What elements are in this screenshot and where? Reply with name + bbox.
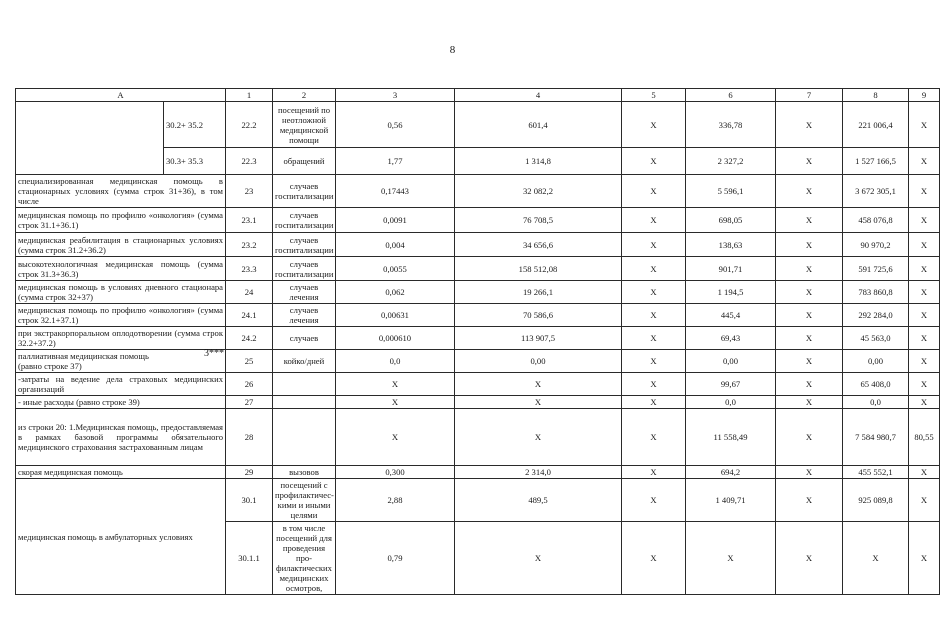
header-col-6: 6 <box>686 89 776 102</box>
tariff-table <box>15 88 940 595</box>
cell-col-3: 0,17443 <box>336 175 455 208</box>
row-unit: случаев лечения <box>273 304 336 327</box>
row-unit: посещений с профилактичес-кими и иными целями <box>273 479 336 522</box>
footnote-mark: 3*** <box>204 348 224 359</box>
cell-col-4: 70 586,6 <box>455 304 622 327</box>
header-col-7: 7 <box>776 89 843 102</box>
cell-col-3: 0,0 <box>336 350 455 373</box>
cell-col-6: 698,05 <box>686 208 776 233</box>
cell-col-6: 99,67 <box>686 373 776 396</box>
header-col-8: 8 <box>843 89 909 102</box>
row-unit: случаев госпитализации <box>273 257 336 281</box>
cell-col-4: 158 512,08 <box>455 257 622 281</box>
row-unit: случаев госпитализации <box>273 175 336 208</box>
cell-col-8: 292 284,0 <box>843 304 909 327</box>
row-label: медицинская помощь по профилю «онкология» (сумма строк 32.1+37.1) <box>16 304 226 327</box>
cell-col-8: X <box>843 522 909 595</box>
row-code: 24.2 <box>226 327 273 350</box>
row-unit: вызовов <box>273 466 336 479</box>
row-subcode: 30.2+ 35.2 <box>164 102 226 148</box>
cell-col-6: 1 409,71 <box>686 479 776 522</box>
header-col-a: A <box>16 89 226 102</box>
cell-col-8: 1 527 166,5 <box>843 148 909 175</box>
cell-col-3: 0,00631 <box>336 304 455 327</box>
cell-col-7: X <box>776 409 843 466</box>
row-code: 22.3 <box>226 148 273 175</box>
cell-col-9: X <box>909 350 940 373</box>
row-unit: случаев госпитализации <box>273 233 336 257</box>
row-label-note: (равно строке 37) <box>18 361 82 371</box>
cell-col-7: X <box>776 257 843 281</box>
row-code: 27 <box>226 396 273 409</box>
row-unit: посещений по неотложной медицинской помощи <box>273 102 336 148</box>
cell-col-9: X <box>909 233 940 257</box>
header-row <box>16 89 940 102</box>
cell-col-7: X <box>776 148 843 175</box>
cell-col-4: 34 656,6 <box>455 233 622 257</box>
cell-col-5: X <box>622 327 686 350</box>
cell-col-9: X <box>909 175 940 208</box>
header-col-5: 5 <box>622 89 686 102</box>
cell-col-9: X <box>909 373 940 396</box>
cell-col-5: X <box>622 479 686 522</box>
row-code: 24.1 <box>226 304 273 327</box>
cell-col-8: 458 076,8 <box>843 208 909 233</box>
cell-col-6: 2 327,2 <box>686 148 776 175</box>
row-label: из строки 20: 1.Медицинская помощь, предоставляемая в рамках базовой программы обязательного медицинского страхования застрахованным лицам <box>16 409 226 466</box>
table-row <box>16 373 940 396</box>
table-row <box>16 409 940 466</box>
cell-col-7: X <box>776 350 843 373</box>
cell-col-9: X <box>909 479 940 522</box>
cell-col-8: 0,0 <box>843 396 909 409</box>
row-code: 26 <box>226 373 273 396</box>
row-label: медицинская реабилитация в стационарных условиях (сумма строк 31.2+36.2) <box>16 233 226 257</box>
row-unit: обращений <box>273 148 336 175</box>
table-row <box>16 257 940 281</box>
cell-col-3: X <box>336 373 455 396</box>
cell-col-8: 455 552,1 <box>843 466 909 479</box>
empty-cell <box>16 102 164 175</box>
cell-col-4: 2 314,0 <box>455 466 622 479</box>
cell-col-4: 32 082,2 <box>455 175 622 208</box>
cell-col-4: 19 266,1 <box>455 281 622 304</box>
row-unit: случаев госпитализации <box>273 208 336 233</box>
cell-col-9: X <box>909 396 940 409</box>
cell-col-9: X <box>909 102 940 148</box>
cell-col-6: 138,63 <box>686 233 776 257</box>
cell-col-7: X <box>776 479 843 522</box>
cell-col-4: 76 708,5 <box>455 208 622 233</box>
cell-col-3: 0,300 <box>336 466 455 479</box>
cell-col-9: X <box>909 304 940 327</box>
table-row <box>16 466 940 479</box>
cell-col-5: X <box>622 373 686 396</box>
cell-col-5: X <box>622 522 686 595</box>
cell-col-3: 0,79 <box>336 522 455 595</box>
row-code: 23.2 <box>226 233 273 257</box>
row-unit <box>273 396 336 409</box>
cell-col-7: X <box>776 327 843 350</box>
cell-col-6: 1 194,5 <box>686 281 776 304</box>
cell-col-5: X <box>622 257 686 281</box>
cell-col-3: 0,0091 <box>336 208 455 233</box>
cell-col-6: 445,4 <box>686 304 776 327</box>
cell-col-9: X <box>909 148 940 175</box>
table-row <box>16 233 940 257</box>
cell-col-7: X <box>776 102 843 148</box>
row-code: 23.3 <box>226 257 273 281</box>
cell-col-8: 925 089,8 <box>843 479 909 522</box>
cell-col-6: 336,78 <box>686 102 776 148</box>
table-row <box>16 175 940 208</box>
cell-col-7: X <box>776 373 843 396</box>
row-code: 30.1 <box>226 479 273 522</box>
cell-col-9: X <box>909 327 940 350</box>
cell-col-5: X <box>622 304 686 327</box>
cell-col-5: X <box>622 350 686 373</box>
header-col-2: 2 <box>273 89 336 102</box>
cell-col-3: 1,77 <box>336 148 455 175</box>
row-label: скорая медицинская помощь <box>16 466 226 479</box>
cell-col-6: 694,2 <box>686 466 776 479</box>
row-label: специализированная медицинская помощь в стационарных условиях (сумма строк 31+36), в том числе <box>16 175 226 208</box>
cell-col-7: X <box>776 281 843 304</box>
row-unit: случаев лечения <box>273 281 336 304</box>
table-row <box>16 479 940 522</box>
row-unit <box>273 373 336 396</box>
page-number: 8 <box>449 44 456 56</box>
row-label: высокотехнологичная медицинская помощь (сумма строк 31.3+36.3) <box>16 257 226 281</box>
cell-col-5: X <box>622 148 686 175</box>
cell-col-4: 601,4 <box>455 102 622 148</box>
cell-col-5: X <box>622 175 686 208</box>
cell-col-8: 45 563,0 <box>843 327 909 350</box>
cell-col-3: 2,88 <box>336 479 455 522</box>
cell-col-8: 0,00 <box>843 350 909 373</box>
row-code: 30.1.1 <box>226 522 273 595</box>
row-unit: случаев <box>273 327 336 350</box>
cell-col-7: X <box>776 304 843 327</box>
cell-col-9: X <box>909 281 940 304</box>
cell-col-8: 65 408,0 <box>843 373 909 396</box>
cell-col-6: X <box>686 522 776 595</box>
cell-col-5: X <box>622 409 686 466</box>
cell-col-7: X <box>776 233 843 257</box>
row-label: медицинская помощь в условиях дневного стационара (сумма строк 32+37) <box>16 281 226 304</box>
cell-col-6: 11 558,49 <box>686 409 776 466</box>
cell-col-7: X <box>776 175 843 208</box>
cell-col-3: 0,56 <box>336 102 455 148</box>
row-code: 25 <box>226 350 273 373</box>
cell-col-3: X <box>336 409 455 466</box>
cell-col-5: X <box>622 396 686 409</box>
table-row <box>16 327 940 350</box>
cell-col-8: 221 006,4 <box>843 102 909 148</box>
cell-col-7: X <box>776 466 843 479</box>
row-unit: в том числе посещений для проведения про-филактических медицинских осмотров, <box>273 522 336 595</box>
row-label-text: паллиативная медицинская помощь <box>18 351 149 361</box>
cell-col-6: 901,71 <box>686 257 776 281</box>
cell-col-9: X <box>909 257 940 281</box>
row-label: - иные расходы (равно строке 39) <box>16 396 226 409</box>
table-row <box>16 350 940 373</box>
cell-col-9: X <box>909 208 940 233</box>
cell-col-4: 489,5 <box>455 479 622 522</box>
cell-col-5: X <box>622 281 686 304</box>
row-code: 22.2 <box>226 102 273 148</box>
table-row <box>16 304 940 327</box>
cell-col-4: 0,00 <box>455 350 622 373</box>
cell-col-8: 3 672 305,1 <box>843 175 909 208</box>
cell-col-3: 0,062 <box>336 281 455 304</box>
cell-col-5: X <box>622 466 686 479</box>
cell-col-8: 591 725,6 <box>843 257 909 281</box>
cell-col-7: X <box>776 396 843 409</box>
row-code: 28 <box>226 409 273 466</box>
cell-col-4: X <box>455 522 622 595</box>
cell-col-5: X <box>622 102 686 148</box>
cell-col-4: X <box>455 409 622 466</box>
cell-col-3: X <box>336 396 455 409</box>
cell-col-3: 0,0055 <box>336 257 455 281</box>
table-row <box>16 281 940 304</box>
header-col-1: 1 <box>226 89 273 102</box>
cell-col-3: 0,000610 <box>336 327 455 350</box>
cell-col-6: 69,43 <box>686 327 776 350</box>
cell-col-5: X <box>622 233 686 257</box>
row-label <box>16 350 226 373</box>
cell-col-6: 0,00 <box>686 350 776 373</box>
header-col-9: 9 <box>909 89 940 102</box>
row-unit: койко/дней <box>273 350 336 373</box>
cell-col-4: 113 907,5 <box>455 327 622 350</box>
row-label: при экстракорпоральном оплодотворении (сумма строк 32.2+37.2) <box>16 327 226 350</box>
cell-col-8: 7 584 980,7 <box>843 409 909 466</box>
header-col-3: 3 <box>336 89 455 102</box>
table-row <box>16 396 940 409</box>
cell-col-9: X <box>909 466 940 479</box>
cell-col-6: 0,0 <box>686 396 776 409</box>
cell-col-7: X <box>776 522 843 595</box>
cell-col-6: 5 596,1 <box>686 175 776 208</box>
cell-col-9: 80,55 <box>909 409 940 466</box>
header-col-4: 4 <box>455 89 622 102</box>
cell-col-8: 783 860,8 <box>843 281 909 304</box>
row-subcode: 30.3+ 35.3 <box>164 148 226 175</box>
cell-col-4: X <box>455 396 622 409</box>
row-unit <box>273 409 336 466</box>
row-label: -затраты на ведение дела страховых медицинских организаций <box>16 373 226 396</box>
cell-col-9: X <box>909 522 940 595</box>
table-row <box>16 102 940 148</box>
row-code: 23.1 <box>226 208 273 233</box>
cell-col-5: X <box>622 208 686 233</box>
cell-col-7: X <box>776 208 843 233</box>
row-code: 29 <box>226 466 273 479</box>
cell-col-4: X <box>455 373 622 396</box>
cell-col-4: 1 314,8 <box>455 148 622 175</box>
row-code: 24 <box>226 281 273 304</box>
row-label: медицинская помощь в амбулаторных условиях <box>16 479 226 595</box>
table-row <box>16 208 940 233</box>
cell-col-8: 90 970,2 <box>843 233 909 257</box>
row-code: 23 <box>226 175 273 208</box>
cell-col-3: 0,004 <box>336 233 455 257</box>
row-label: медицинская помощь по профилю «онкология» (сумма строк 31.1+36.1) <box>16 208 226 233</box>
